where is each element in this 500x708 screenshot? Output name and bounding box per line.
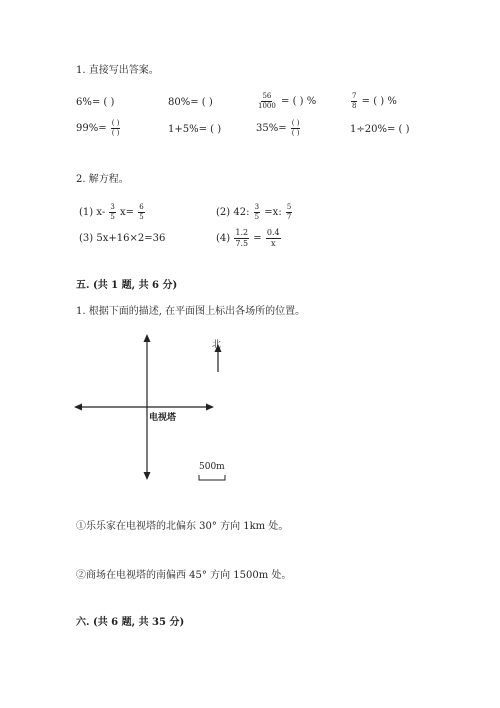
fraction: $\frac{56}{1000}$: [258, 92, 276, 110]
fraction: $\frac{7}{8}$: [352, 92, 357, 110]
q1-1: 6%= ( ): [76, 97, 115, 108]
scale-bar: [199, 475, 225, 480]
tv-tower-label: 电视塔: [149, 413, 177, 423]
equation-4: (4) $\frac{1.2}{7.5}$ = $\frac{0.4}{x}$: [216, 228, 280, 248]
arrow-up-icon: [144, 334, 151, 342]
blank-fraction: $\frac{( )}{( )}$: [291, 119, 300, 137]
fraction: $\frac{3}{5}$: [254, 203, 260, 221]
fraction: $\frac{6}{5}$: [139, 203, 144, 221]
q1-3: $\frac{56}{1000}$ = ( ) %: [258, 92, 317, 110]
description-2: ②商场在电视塔的南偏西 45° 方向 1500m 处。: [76, 570, 292, 581]
scale-label: 500m: [199, 462, 225, 472]
q1-8: 1÷20%= ( ): [350, 124, 410, 135]
fraction: $\frac{0.4}{x}$: [266, 228, 280, 248]
equation-3: (3) 5x+16×2=36: [79, 233, 166, 244]
section5-heading: 五. (共 1 题, 共 6 分): [76, 280, 178, 291]
q1-5: 99%= $\frac{( )}{( )}$: [76, 119, 120, 137]
q1-7: 35%= $\frac{( )}{( )}$: [256, 119, 300, 137]
fraction: $\frac{3}{5}$: [110, 203, 115, 221]
arrow-down-icon: [144, 472, 151, 480]
blank-fraction: $\frac{( )}{( )}$: [111, 119, 120, 137]
fraction: $\frac{5}{7}$: [286, 203, 292, 221]
north-label: 北: [212, 340, 222, 350]
fraction: $\frac{1.2}{7.5}$: [235, 228, 249, 248]
section2-title: 2. 解方程。: [76, 174, 129, 185]
equation-2: (2) 42: $\frac{3}{5}$ =x: $\frac{5}{7}$: [216, 203, 292, 221]
q1-6: 1+5%= ( ): [168, 124, 222, 135]
description-1: ①乐乐家在电视塔的北偏东 30° 方向 1km 处。: [76, 521, 289, 532]
q1-4: $\frac{7}{8}$ = ( ) %: [352, 92, 397, 110]
q1-2: 80%= ( ): [168, 97, 213, 108]
arrow-left-icon: [74, 404, 82, 411]
section1-title: 1. 直接写出答案。: [76, 65, 159, 76]
section6-heading: 六. (共 6 题, 共 35 分): [76, 617, 185, 628]
arrow-right-icon: [206, 404, 214, 411]
equation-1: (1) x- $\frac{3}{5}$ x= $\frac{6}{5}$: [79, 203, 144, 221]
section5-question: 1. 根据下面的描述, 在平面图上标出各场所的位置。: [76, 306, 306, 317]
